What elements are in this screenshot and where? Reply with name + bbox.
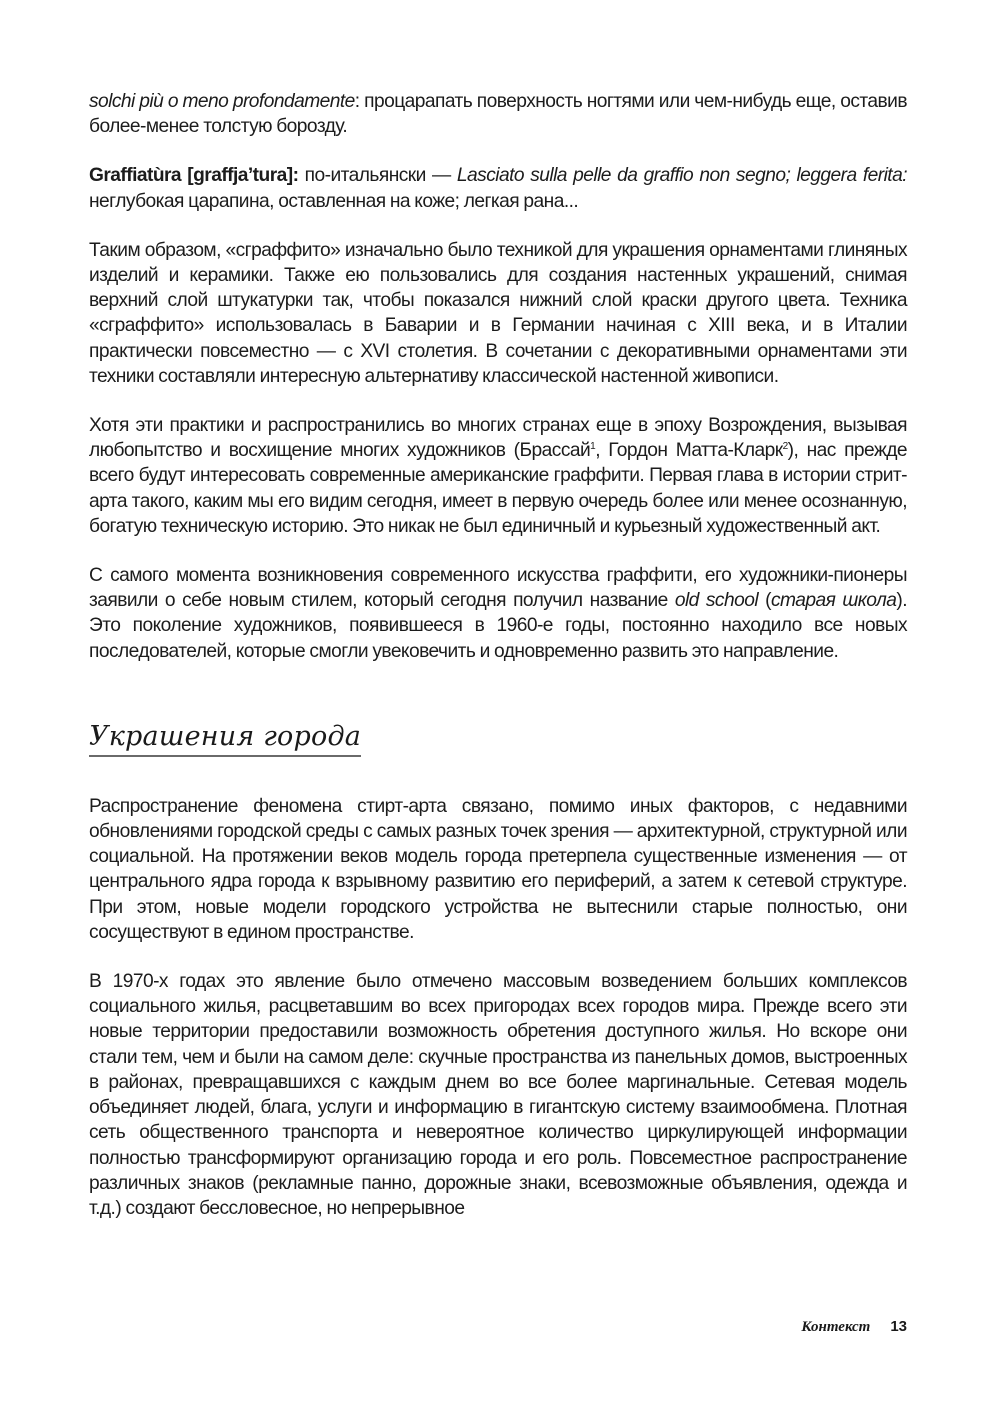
text-segment: : процарапать поверхность ногтями или чем-нибудь еще, оставив более-менее толстую борозду.: [89, 91, 907, 138]
text-segment: С самого момента возникновения современного искусства граффити, его художники-пионеры заявили о себе новым стилем, который сегодня получил название: [89, 565, 907, 612]
page-footer: [801, 1318, 907, 1336]
text-segment: ), нас прежде всего будут интересовать современные американские граффити. Первая глава в истории стрит-арта такого, каким мы его видим сегодня, имеет в первую очередь более или менее осознанную, богатую техническую историю. Это никак не был единичный и курьезный художественный акт.: [89, 440, 907, 537]
page-number: 13: [890, 1318, 907, 1335]
text-segment: Lasciato sulla pelle da graffio non segno; leggera ferita:: [456, 165, 907, 187]
text-segment: old school: [674, 590, 759, 612]
paragraph: [89, 89, 907, 139]
paragraph: [89, 163, 907, 213]
text-segment: старая школа: [770, 590, 897, 612]
text-segment: Graffiatùra [graffja’tura]:: [89, 165, 299, 187]
paragraph: [89, 238, 907, 389]
section-heading-wrap: [89, 720, 907, 760]
section-heading: Украшения города: [89, 720, 361, 757]
text-segment: неглубокая царапина, оставленная на коже; легкая рана...: [89, 190, 579, 212]
paragraph: [89, 413, 907, 539]
text-segment: (: [758, 590, 771, 612]
paragraph-gap: [89, 389, 907, 413]
paragraph-gap: [89, 139, 907, 163]
text-segment: ). Это поколение художников, появившееся в 1960-е годы, постоянно находило все новых последователей, которые смогли увековечить и одновременно развить это направление.: [89, 590, 908, 662]
footnote-ref: 2: [782, 441, 788, 453]
paragraph-gap: [89, 214, 907, 238]
page-body: [89, 89, 907, 1221]
paragraph: [89, 563, 907, 664]
text-segment: В 1970-х годах это явление было отмечено массовым возведением больших комплексов социального жилья, расцветавшим во всех пригородах всех городов мира. Прежде всего эти новые территории предоставили возможность обретения доступного жилья. Но вскоре они стали тем, чем и были на самом деле: скучные пространства из панельных домов, выстроенных в районах, превращавшихся с каждым днем во все более маргинальные. Сетевая модель объединяет людей, блага, услуги и информацию в гигантскую систему взаимообмена. Плотная сеть общественного транспорта и невероятное количество циркулирующей информации полностью трансформируют организацию города и его роль. Повсеместное распространение различных знаков (рекламные панно, дорожные знаки, всевозможные объявления, одежда и т.д.) создают бессловесное, но непрерывное: [89, 971, 907, 1219]
paragraph-gap: [89, 945, 907, 969]
intro-paragraphs: [89, 89, 907, 664]
paragraph: [89, 969, 907, 1221]
footnote-ref: 1: [590, 441, 596, 453]
text-segment: , Гордон Матта-Кларк: [595, 440, 783, 462]
text-segment: Распространение феномена стирт-арта связано, помимо иных факторов, с недавними обновлениями городской среды с самых разных точек зрения — архитектурной, структурной или социальной. На протяжении веков модель города претерпела существенные изменения — от центрального ядра города к взрывному развитию его периферий, а затем к сетевой структуре. При этом, новые модели городского устройства не вытеснили старые полностью, они сосуществуют в едином пространстве.: [89, 795, 907, 943]
text-segment: solchi più o meno profondamente: [89, 91, 355, 112]
text-segment: Таким образом, «сграффито» изначально было техникой для украшения орнаментами глиняных изделий и керамики. Также ею пользовались для создания настенных украшений, снимая верхний слой штукатурки так, чтобы показался нижний слой краски другого цвета. Техника «сграффито» использовалась в Баварии и в Германии начиная с XIII века, и в Италии практически повсеместно — с XVI столетия. В сочетании с декоративными орнаментами эти техники составляли интересную альтернативу классической настенной живописи.: [89, 239, 907, 387]
running-footer-section: Контекст: [801, 1319, 871, 1335]
text-segment: по-итальянски —: [298, 165, 457, 187]
paragraph: [89, 794, 907, 945]
section-paragraphs: [89, 794, 907, 1221]
text-segment: Хотя эти практики и распространились во многих странах еще в эпоху Возрождения, вызывая любопытство и восхищение многих художников (Брассай: [89, 415, 907, 462]
paragraph-gap: [89, 539, 907, 563]
